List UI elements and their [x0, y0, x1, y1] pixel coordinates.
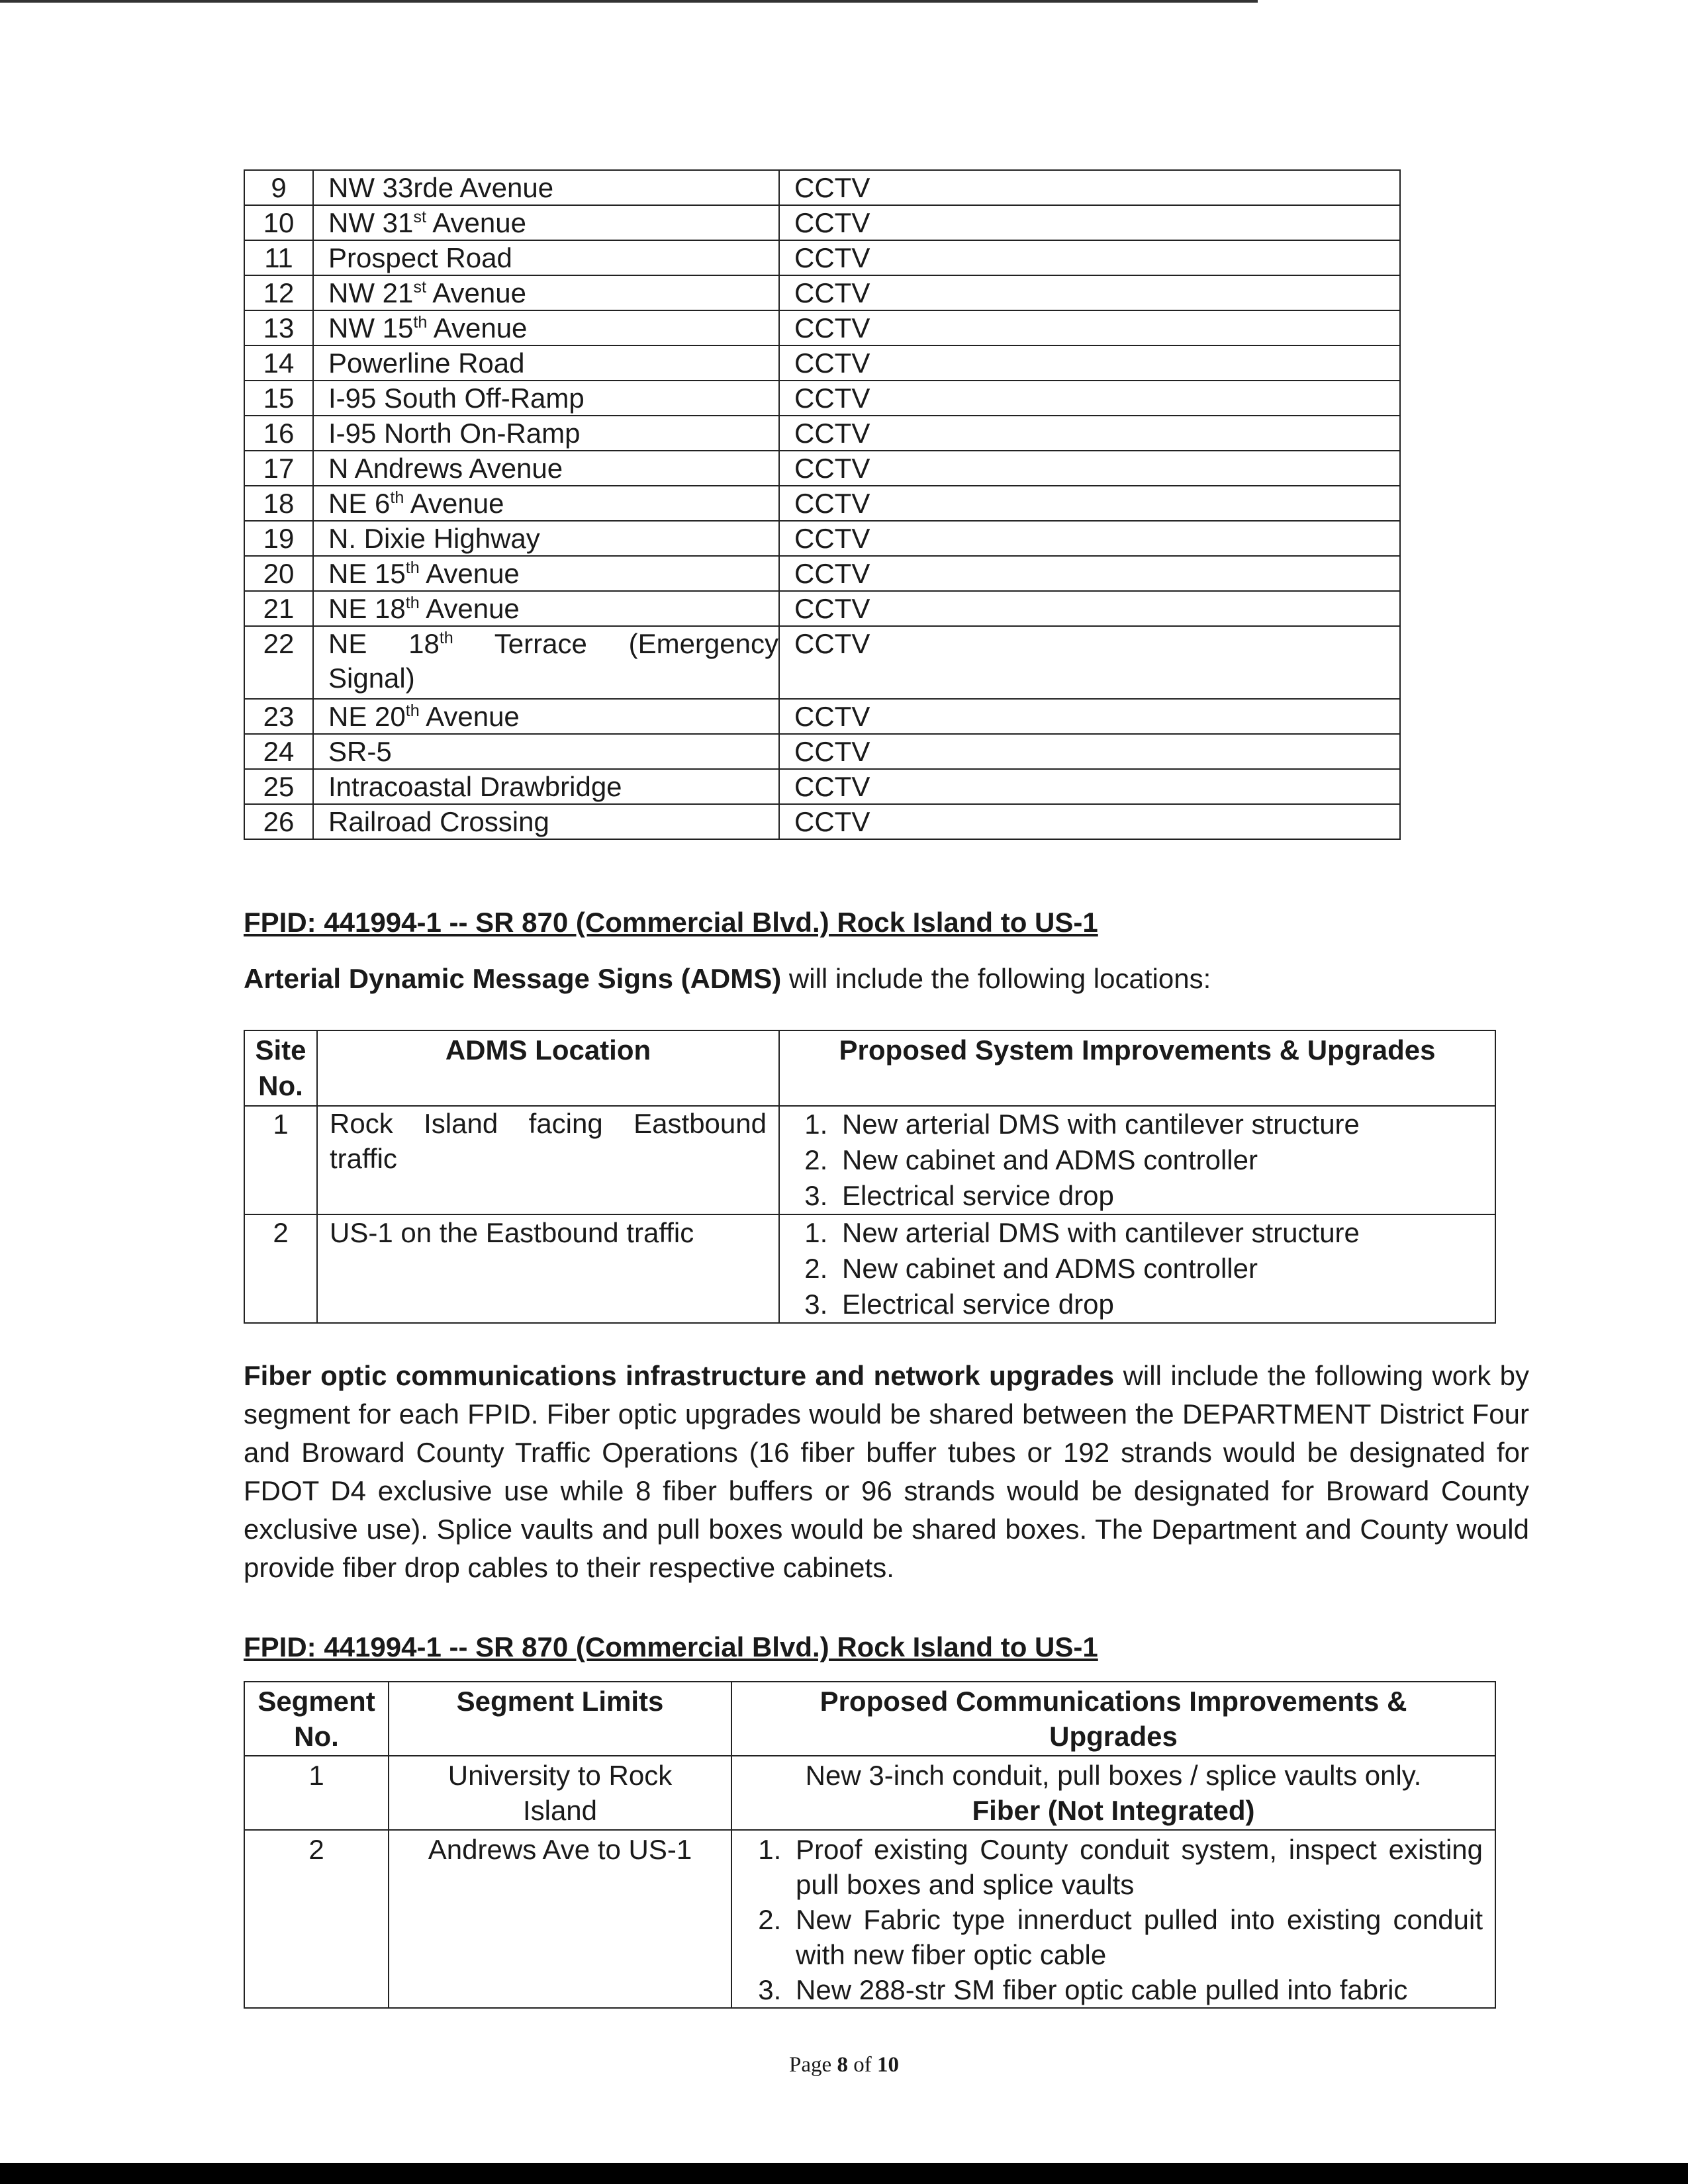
site-number: 14: [244, 345, 313, 381]
table-row: [244, 1756, 1495, 1830]
table-row: [244, 769, 1400, 804]
site-location: NE 20th Avenue: [313, 699, 779, 734]
table-row: [244, 275, 1400, 310]
table-row: [244, 1106, 1495, 1214]
site-number: 26: [244, 804, 313, 839]
adms-header-improvements: Proposed System Improvements & Upgrades: [779, 1030, 1495, 1106]
site-improvement: CCTV: [779, 734, 1400, 769]
table-row: [244, 1830, 1495, 2008]
site-location: NW 33rde Avenue: [313, 170, 779, 205]
list-item: 2. New cabinet and ADMS controller: [835, 1251, 1483, 1287]
site-number: 20: [244, 556, 313, 591]
site-improvement: CCTV: [779, 170, 1400, 205]
site-location: NE 6th Avenue: [313, 486, 779, 521]
site-improvement: CCTV: [779, 521, 1400, 556]
site-improvement: CCTV: [779, 416, 1400, 451]
segment-limits: University to Rock Island: [389, 1756, 731, 1830]
improvement-list: [792, 1107, 1483, 1214]
improvement-list: [792, 1215, 1483, 1322]
site-improvement: CCTV: [779, 769, 1400, 804]
site-number: 13: [244, 310, 313, 345]
site-improvement: CCTV: [779, 381, 1400, 416]
site-number: 10: [244, 205, 313, 240]
site-improvement: CCTV: [779, 804, 1400, 839]
adms-header-site: Site No.: [244, 1030, 317, 1106]
list-item: 2. New cabinet and ADMS controller: [835, 1142, 1483, 1178]
table-row: [244, 591, 1400, 626]
site-table: [244, 169, 1401, 840]
segment-table-header: [244, 1682, 1495, 1756]
adms-intro-bold: Arterial Dynamic Message Signs (ADMS): [244, 963, 782, 994]
site-location: Railroad Crossing: [313, 804, 779, 839]
list-item: 3. New 288-str SM fiber optic cable pulled into fabric: [789, 1972, 1483, 2007]
site-location: N. Dixie Highway: [313, 521, 779, 556]
table-row: [244, 556, 1400, 591]
adms-intro-rest: will include the following locations:: [781, 963, 1211, 994]
site-location: NE 15th Avenue: [313, 556, 779, 591]
fiber-paragraph-bold: Fiber optic communications infrastructure and network upgrades: [244, 1360, 1115, 1391]
site-number: 18: [244, 486, 313, 521]
segment-header-limits: Segment Limits: [389, 1682, 731, 1756]
site-improvement: CCTV: [779, 486, 1400, 521]
segment-limits: Andrews Ave to US-1: [389, 1830, 731, 2008]
table-row: [244, 1214, 1495, 1323]
site-improvement: CCTV: [779, 240, 1400, 275]
site-location: Prospect Road: [313, 240, 779, 275]
segment-no: 2: [244, 1830, 389, 2008]
table-row: [244, 345, 1400, 381]
site-location: Intracoastal Drawbridge: [313, 769, 779, 804]
table-row: [244, 416, 1400, 451]
site-improvement: CCTV: [779, 451, 1400, 486]
site-location: NW 21st Avenue: [313, 275, 779, 310]
site-improvement: CCTV: [779, 591, 1400, 626]
site-improvement: CCTV: [779, 205, 1400, 240]
site-number: 15: [244, 381, 313, 416]
segment-no: 1: [244, 1756, 389, 1830]
table-row: [244, 310, 1400, 345]
table-row: [244, 205, 1400, 240]
segment-header-improvements: Proposed Communications Improvements & Upgrades: [731, 1682, 1495, 1756]
site-improvement: CCTV: [779, 345, 1400, 381]
site-number: 17: [244, 451, 313, 486]
site-location: SR-5: [313, 734, 779, 769]
site-number: 11: [244, 240, 313, 275]
adms-intro: [244, 963, 1211, 995]
adms-site-no: 1: [244, 1106, 317, 1214]
adms-location: US-1 on the Eastbound traffic: [317, 1214, 779, 1323]
fiber-paragraph-rest: will include the following work by segment for each FPID. Fiber optic upgrades would be shared between the DEPARTMENT District Four and Broward County Traffic Operations (16 fiber buffer tubes or 192 strands would be designated for FDOT D4 exclusive use while 8 fiber buffers or 96 strands would be designated for Broward County exclusive use). Splice vaults and pull boxes would be shared boxes. The Department and County would provide fiber drop cables to their respective cabinets.: [244, 1360, 1530, 1583]
adms-site-no: 2: [244, 1214, 317, 1323]
table-row: [244, 804, 1400, 839]
table-row: [244, 486, 1400, 521]
site-number: 19: [244, 521, 313, 556]
list-item: 3. Electrical service drop: [835, 1287, 1483, 1322]
site-improvement: CCTV: [779, 556, 1400, 591]
segment-improvements: New 3-inch conduit, pull boxes / splice vaults only. Fiber (Not Integrated): [731, 1756, 1495, 1830]
adms-table-header: [244, 1030, 1495, 1106]
site-improvement: CCTV: [779, 699, 1400, 734]
table-row: [244, 699, 1400, 734]
table-row: [244, 170, 1400, 205]
site-location: NE 18th Avenue: [313, 591, 779, 626]
fpid-heading-segments: FPID: 441994-1 -- SR 870 (Commercial Blvd.) Rock Island to US-1: [244, 1631, 1098, 1662]
site-improvement: CCTV: [779, 310, 1400, 345]
site-improvement: CCTV: [779, 275, 1400, 310]
table-row: [244, 240, 1400, 275]
site-improvement: CCTV: [779, 626, 1400, 699]
fiber-not-integrated: Fiber (Not Integrated): [972, 1795, 1255, 1826]
site-number: 21: [244, 591, 313, 626]
page-number: Page 8 of 10: [789, 2053, 899, 2077]
table-row: [244, 734, 1400, 769]
list-item: 1. New arterial DMS with cantilever structure: [835, 1107, 1483, 1142]
table-row: [244, 626, 1400, 699]
site-number: 9: [244, 170, 313, 205]
site-number: 22: [244, 626, 313, 699]
site-table-body: [244, 170, 1400, 839]
site-location: N Andrews Avenue: [313, 451, 779, 486]
site-location: Powerline Road: [313, 345, 779, 381]
site-number: 12: [244, 275, 313, 310]
adms-improvements: [779, 1214, 1495, 1323]
site-number: 24: [244, 734, 313, 769]
scan-edge-bottom: [0, 2163, 1688, 2184]
adms-location: Rock Island facing Eastbound traffic: [317, 1106, 779, 1214]
site-number: 25: [244, 769, 313, 804]
table-row: [244, 521, 1400, 556]
adms-table: [244, 1030, 1496, 1324]
segment-header-no: Segment No.: [244, 1682, 389, 1756]
table-row: [244, 381, 1400, 416]
scan-edge-top: [0, 0, 1258, 3]
site-location: I-95 South Off-Ramp: [313, 381, 779, 416]
fpid-heading-adms: FPID: 441994-1 -- SR 870 (Commercial Blvd.) Rock Island to US-1: [244, 907, 1098, 938]
site-number: 23: [244, 699, 313, 734]
adms-improvements: [779, 1106, 1495, 1214]
site-location: NW 15th Avenue: [313, 310, 779, 345]
adms-header-location: ADMS Location: [317, 1030, 779, 1106]
site-location: NW 31st Avenue: [313, 205, 779, 240]
site-location: I-95 North On-Ramp: [313, 416, 779, 451]
improvement-list: [736, 1832, 1483, 2007]
fiber-paragraph: [244, 1357, 1529, 1587]
site-location: NE 18th Terrace (Emergency Signal): [313, 626, 779, 699]
list-item: 2. New Fabric type innerduct pulled into existing conduit with new fiber optic cable: [789, 1902, 1483, 1972]
list-item: 3. Electrical service drop: [835, 1178, 1483, 1214]
list-item: 1. Proof existing County conduit system, inspect existing pull boxes and splice vaults: [789, 1832, 1483, 1902]
table-row: [244, 451, 1400, 486]
site-number: 16: [244, 416, 313, 451]
segment-table: [244, 1681, 1496, 2009]
list-item: 1. New arterial DMS with cantilever structure: [835, 1215, 1483, 1251]
segment-improvements: [731, 1830, 1495, 2008]
